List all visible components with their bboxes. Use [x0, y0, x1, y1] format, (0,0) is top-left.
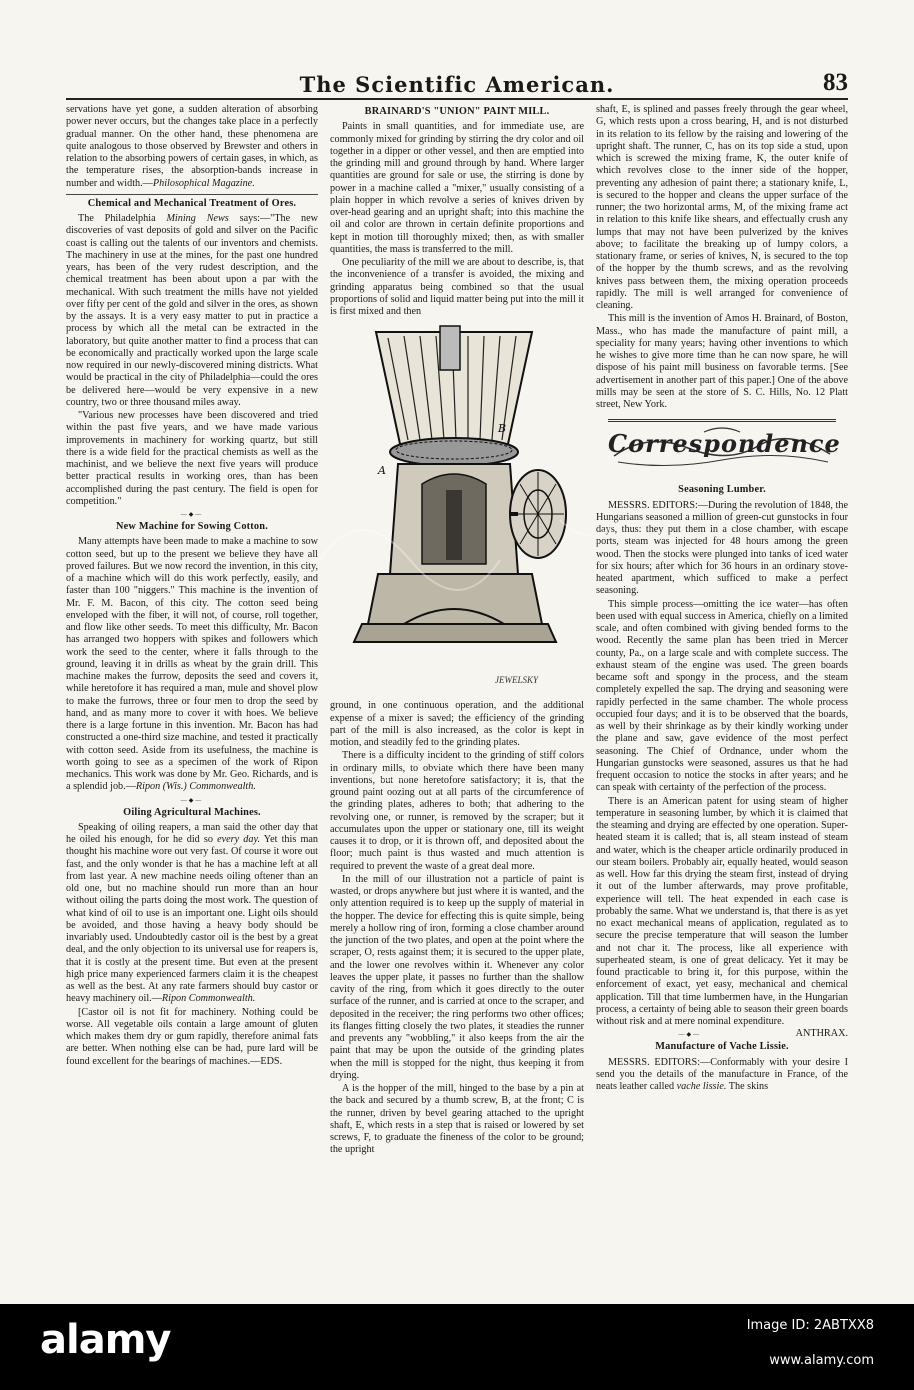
seasoning-paragraph-3 [596, 795, 848, 1040]
oiling-heading: Oiling Agricultural Machines. [123, 806, 261, 818]
intro-paragraph [66, 104, 318, 190]
ores-p1-source: Mining News [166, 213, 229, 224]
cotton-heading: New Machine for Sowing Cotton. [116, 521, 268, 532]
vache-emphasis: vache lissie. [676, 1081, 727, 1092]
column-1 [66, 104, 318, 1294]
masthead: The Scientific American. [299, 72, 615, 97]
header-rule [66, 98, 848, 100]
svg-text:A: A [378, 464, 386, 478]
ores-paragraph-1 [66, 213, 318, 409]
paint-mill-paragraph-8: This mill is the invention of Amos H. Brainard, of Boston, Mass., who has made the manufacture of paint mill, a speciality for many years; having other inventions to which he wishes to give more time than he can now spare, he will dispose of his paint mill business on favorable terms. [See advertisement in another part of this paper.] One of the above mills may be seen at the store of S. C. Hills, No. 12 Platt street, New York. [596, 313, 848, 410]
cotton-paragraph [66, 536, 318, 793]
section-ornament: —◆— [678, 1032, 702, 1039]
paint-mill-paragraph-6: A is the hopper of the mill, hinged to the base by a pin at the back and secured by a thumb screw, B, at the front; C is the runner, driven by bevel gearing attached to the upright shaft, E, which rests in a step that is raised or lowered by set screws, F, to graduate the fineness of the color to be ground; the upright [330, 1083, 584, 1156]
alamy-logo: alamy [40, 1317, 171, 1363]
intro-source: Philosophical Magazine. [152, 177, 255, 189]
seasoning-paragraph-2: This simple process—omitting the ice water—has often been used with equal success in America, chiefly on a limited scale, and often combined with giving bended forms to the wood. Recently the same plan has been tried in Mercer county, Pa., on a large scale and with complete success. The exhaust steam of the engine was used. The green boards became soft and spongy in the process, and the steam completely expelled the sap. The drying and seasoning were rapidly perfected in the same chamber. The whole process occupied four days; and it is to be observed that the boards, as well by their shrinkage as by their kindly working under the plane and saw, gave evidence of the most perfect seasoning. The Chief of Ordnance, under whom the Hungarian gunstocks were seasoned, assures us that he had frequent occasion to notice the stocks in after years; and he can speak with certainty of the perfection of the process. [596, 598, 848, 794]
ores-p1-lead: The Philadelphia [78, 213, 167, 224]
oiling-paragraph [66, 822, 318, 1006]
paint-mill-paragraph-7: shaft, E, is splined and passes freely through the gear wheel, G, which rests upon a cross bearing, H, and is not disturbed in its relation to its fellow by the raising and lowering of the upright shaft. The runner, C, has on its top side a stud, upon which is screwed the mixing frame, K, the outer knife of which revolves close to the inner side of the hopper, preventing any adhesion of paint there; a stationary knife, L, is secured to the hopper and cleans the upper surface of the runner; the two horizontal arms, M, of the mixing frame act in relation to this knife like shears, and effectually crush any lumps that may not have been pulverized by the knives above; to facilitate the breaking up of lumpy colors, a stationary frame, or series of knives, N, is secured to the top of the hopper by the thumb screws, and as the revolving knives pass between them, the mixing operation proceeds rapidly. The mill is well arranged for convenience of cleaning. [596, 104, 848, 311]
engraver-signature: JEWELSKY [494, 675, 538, 685]
oiling-lead: Speaking of oiling reapers, a man said the other day that he oiled his enough, for he did so [66, 821, 318, 845]
ores-heading: Chemical and Mechanical Treatment of Ores. [66, 194, 318, 210]
paint-mill-illustration [342, 324, 572, 694]
svg-text:B: B [498, 422, 507, 436]
ores-p1-body: says:—"The new discoveries of vast deposits of gold and silver on the Pacific coast is calling out the talents of our inventors and chemists. The machinery in use at the mines, for the past one hundred years, has been of the very rudest description, and the chemical treatment has been about upon a par with the mechanical. With such treatment the mills have not yielded over fifty per cent of the gold and silver in the ores, as shown by the assays. It is a very easy matter to put in practice a process by which all the metal can be extracted in the laboratory, but quite another matter to find a process that can be economically and practically worked upon the large scale now required in our newly-discovered mining districts. What would be practical in the city of Philadelphia—could the ores be delivered here—would be very expensive in a new country, two or three thousand miles away. [66, 213, 318, 408]
paint-mill-paragraph-3: ground, in one continuous operation, and the additional expense of a mixer is saved; the efficiency of the grinding part of the mill is also increased, as the color is kept in motion, and steadily fed to the grinding plates. [330, 700, 584, 748]
cotton-text: Many attempts have been made to make a machine to sow cotton seed, but up to the present we believe they have all proved failures. But we now record the invention, in this city, of a machine which will do this work perfectly, easily, and faster than 100 "niggers." This machine is the invention of Mr. F. M. Bacon, of this city. The cotton seed being enveloped with the fiber, it will not, of course, roll together, and flow like other seeds. To meet this difficulty, Mr. Bacon has arranged two hoppers with spikes and followers which work the seed to the center, where it falls through to the ground, leaving it in drills as wheat by the grain drill. This machine makes the furrow, deposits the seed and covers it, while heretofore it has required a man, mule and shovel plow to make the furrows, three or four men to drop the seed by hand, and as many more to cover it with hoes. We believe there is a large fortune in this invention. Mr. Bacon has had constructed a one-third size machine, and tested it practically with cotton seed. Aside from its usefulness, the machine is worth going to see as a specimen of the work of Ripon mechanics. This work was done by Mr. Geo. Richards, and is a splendid job.— [66, 536, 318, 793]
section-ornament: —◆— [180, 512, 204, 518]
seasoning-signature: ANTHRAX. [795, 1028, 848, 1040]
column-3 [596, 104, 848, 1294]
paint-mill-paragraph-2: One peculiarity of the mill we are about to describe, is, that the inconvenience of a transfer is avoided, the mixing and grinding apparatus being combined so that the usual proportions of solid and liquid matter being put into the mill it is first mixed and then [330, 257, 584, 317]
seasoning-paragraph-1: MESSRS. EDITORS:—During the revolution of 1848, the Hungarians seasoned a million of green-cut gunstocks in four days, thus: they put them in a close chamber, with escape ports, steam was injected for 48 hours among the green wood. Then the stocks were plunged into tanks of iced water for six hours; after which for 36 hours in an ordinary stove-heated apartment, which sufficed to make a perfect seasoning. [596, 499, 848, 597]
correspondence-title: Correspondence [608, 429, 841, 459]
paint-mill-engraving [342, 324, 572, 694]
page-header [66, 69, 848, 98]
cotton-source: Ripon (Wis.) Commonwealth. [135, 781, 256, 793]
paint-mill-paragraph-1: Paints in small quantities, and for immediate use, are commonly mixed for grinding by stirring the dry color and oil together in a dipper or other vessel, and then are emptied into the grinding mill and ground through by hand. Where larger quantities are ground for sale or use, the stirring is done by power in a machine called a "mixer," usually consisting of a plain hopper in which revolve a series of knives driven by over-head gearing and an upright shaft; into this machine the oil and color are thrown in certain definite proportions and kept in motion till thoroughly mixed; then, as with smaller quantities, the mass is transferred to the mill. [330, 121, 584, 255]
oiling-body: Yet this man thought his machine wore out very fast. Of course it wore out fast, and the only wonder is that he has a machine left at all from last year. A new machine needs oiling oftener than an old one, but no machine should run more than an hour without oiling the parts doing the most work. The question of what kind of oil to use is an important one. Light oils should be avoided, and those having a heavy body should be invariably used. Undoubtedly castor oil is the best by a great deal, and the only objection to its universal use for reapers is, that it is costly at the present time. But even at the present high price many experienced farmers claim it is the cheapest as well as the best. At any rate farmers should buy castor or heavy machinery oil.— [66, 834, 318, 1005]
vache-paragraph [596, 1057, 848, 1094]
ores-paragraph-2: "Various new processes have been discovered and tried within the past five years, and we have made various improvements in machinery for working quartz, but still there is a wide field for the practical chemists as well as the machinist, and we believe the next five years will produce better practical results in working ores, than has been accomplished during the past century. The field is open for competition." [66, 410, 318, 507]
section-ornament: —◆— [180, 797, 204, 804]
oiling-emphasis: every day. [217, 834, 260, 845]
correspondence-banner [608, 419, 841, 478]
site-url: www.alamy.com [769, 1353, 874, 1368]
page-number: 83 [823, 69, 848, 96]
vache-body: The skins [726, 1081, 769, 1092]
image-id: Image ID: 2ABTXX8 [746, 1318, 874, 1333]
paint-mill-heading: BRAINARD'S "UNION" PAINT MILL. [364, 106, 550, 117]
paint-mill-paragraph-4: There is a difficulty incident to the grinding of stiff colors in ordinary mills, to obviate which there have been many inventions, but none heretofore satisfactory; it is, that the ground paint oozing out at all parts of the circumference of the grinding plates, adheres to both; that adhering to the revolving one, or runner, is removed by the scraper; but it accumulates upon the upper or stationary one, till its weight causes it to drop, or it is thrown off, and deposited about the floor; much paint is thus wasted and much attention is required to prevent the waste of a great deal more. [330, 750, 584, 872]
column-2 [330, 104, 584, 1294]
vache-lead: MESSRS. EDITORS:—Conformably with your desire I send you the details of the manufacture in France, of the neats leather called [596, 1056, 848, 1092]
oiling-editors-note: [Castor oil is not fit for machinery. Nothing could be worse. All vegetable oils contain a large amount of gluten which makes them dry or gum rapidly, therefore animal fats are better. When nothing else can be had, pure lard will be found excellent for the bearings of machines.—EDS. [66, 1006, 318, 1067]
seasoning-heading: Seasoning Lumber. [678, 484, 766, 496]
seasoning-p3-text: There is an American patent for using steam of higher temperature in seasoning lumber, by which it is claimed that the steaming and drying are effected by one operation. Super-heated steam it is called; that is, all steam instead of steam and water, which is the cheaper article ordinarily produced in our steam boilers. Probably air, equally heated, would season as well. How far this drying the steam first, instead of drying it out of the lumber afterwards, may prove profitable, experience will tell. The heat expended in each case is probably the same. What we understand is, that there is as yet no exact mechanical means of application, regulated as to secure the precise temperature that will season the lumber and not char it. The process, like all experience with superheated steam, is one of great delicacy. Yet it may be found practicable to bring it, for this purpose, within the enforcement of exact, yet easy, mechanical and chemical application. Till that time lumbermen have, in the Hungarian process, a certainty of being able to season their green boards without risk and at mere nominal expenditure. [596, 795, 848, 1027]
vache-heading: Manufacture of Vache Lissie. [655, 1041, 789, 1053]
paint-mill-paragraph-5: In the mill of our illustration not a particle of paint is wasted, or drops anywhere but just where it is wanted, and the only attention required is to keep up the supply of material in the hopper. The device for effecting this is quite simple, being merely a hollow ring of iron, forming a close chamber around the junction of the two plates, and open at the point where the scraper, O, rests against them; it is secured to the upper plate, and the lower one revolves within it. Whenever any color leaves the upper plate, it passes no further than the shallow cavity of the ring, from which it goes directly to the outer surface of the runner, and is carried at once to the scraper, and deposited in the receiver; the ring performs two other offices; its flanges fitting closely the two plates, it steadies the runner and prevents any "wobbling," it also keeps from the air the paint that may be upon the outside of the grinding plates when the mill is stopped for the night, thus keeping it from drying. [330, 873, 584, 1081]
intro-text: servations have yet gone, a sudden alteration of absorbing power never occurs, but the changes take place in a perfectly gradual manner. On the other hand, these phenomena are quite analogous to those observed by Brewster and others in relation to the absorbing powers of certain gases, in which, as the temperature rises, the absorption-bands increase in number and width.— [66, 104, 318, 189]
oiling-source: Ripon Commonwealth. [161, 993, 256, 1005]
